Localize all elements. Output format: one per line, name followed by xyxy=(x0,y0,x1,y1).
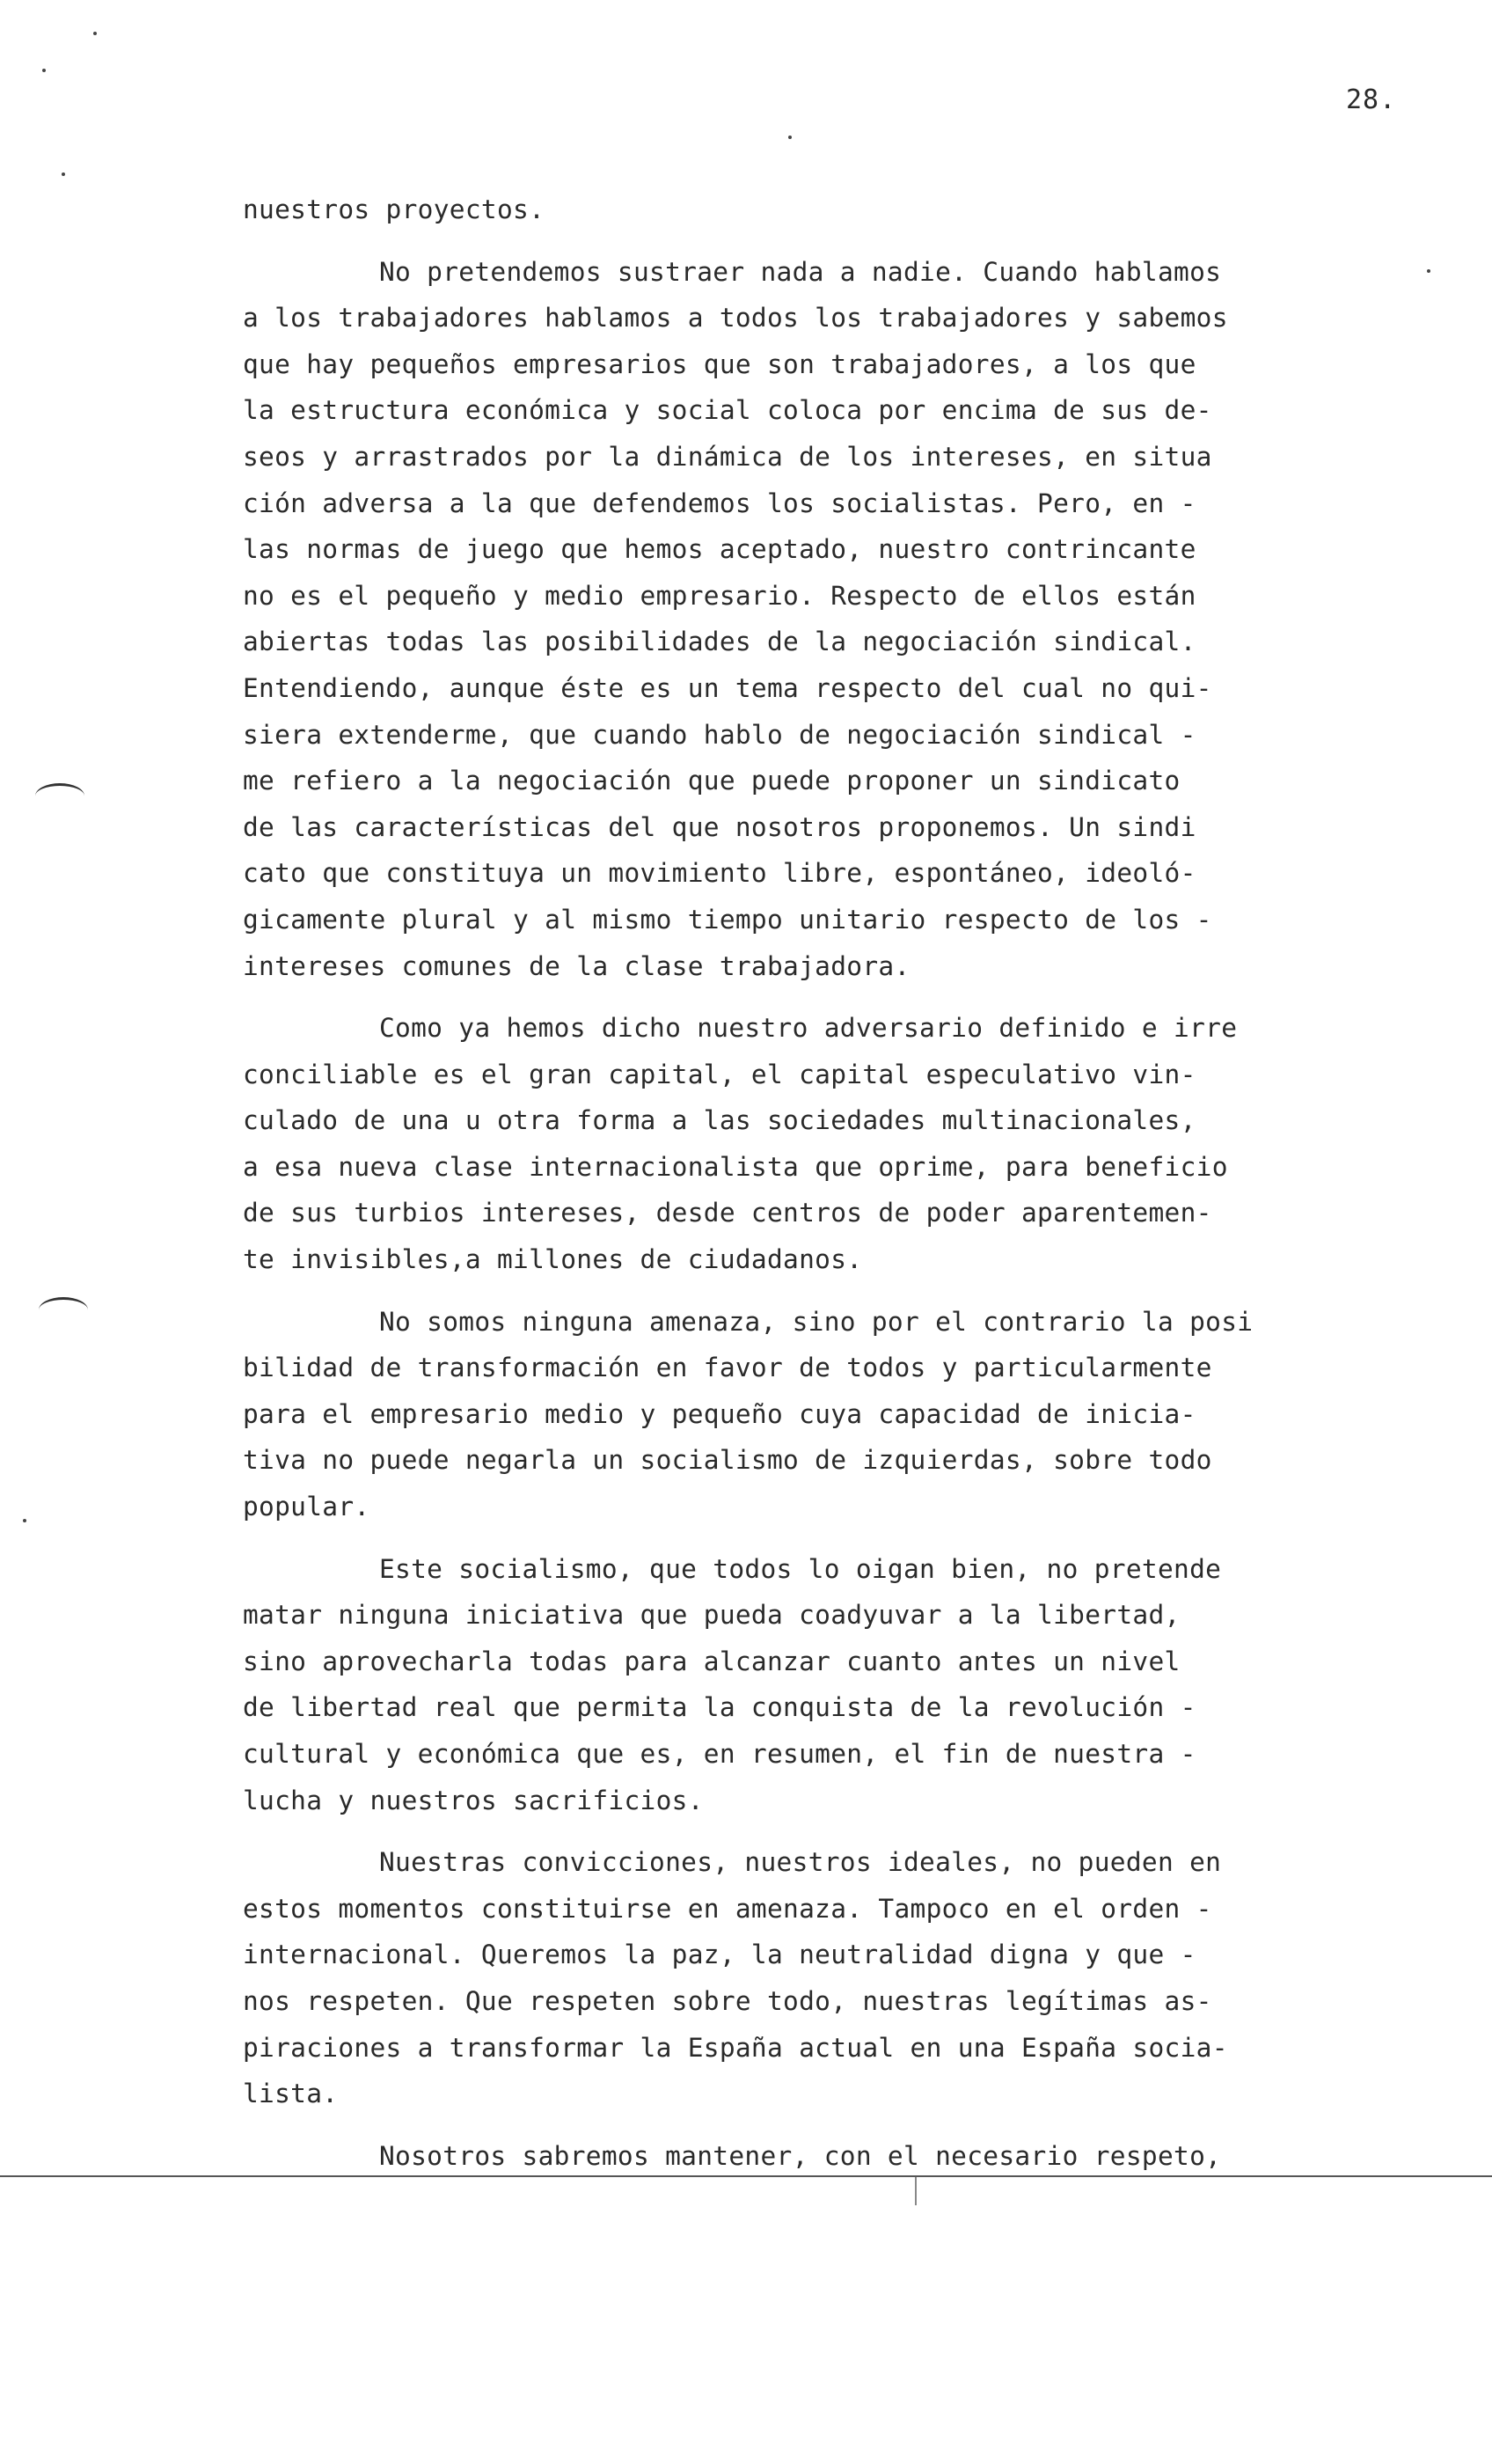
paragraph-gap xyxy=(243,233,1422,249)
text-line: No pretendemos sustraer nada a nadie. Cuando hablamos xyxy=(379,256,1222,287)
text-line: seos y arrastrados por la dinámica de los intereses, en situa xyxy=(243,441,1212,472)
text-line: bilidad de transformación en favor de todos y particularmente xyxy=(243,1353,1212,1383)
text-line: la estructura económica y social coloca por encima de sus de- xyxy=(243,395,1212,426)
document-body xyxy=(243,187,1422,2179)
text-line: Como ya hemos dicho nuestro adversario definido e irre xyxy=(379,1013,1238,1044)
paragraph xyxy=(243,1299,1422,1530)
paragraph xyxy=(243,187,1422,233)
text-line: cato que constituya un movimiento libre, espontáneo, ideoló- xyxy=(243,858,1196,889)
text-line: intereses comunes de la clase trabajadora. xyxy=(243,950,911,981)
text-line: a los trabajadores hablamos a todos los trabajadores y sabemos xyxy=(243,303,1228,334)
paragraph xyxy=(243,1005,1422,1283)
text-line: de las características del que nosotros proponemos. Un sindi xyxy=(243,811,1196,842)
text-line: internacional. Queremos la paz, la neutralidad digna y que - xyxy=(243,1940,1196,1970)
text-line: me refiero a la negociación que puede proponer un sindicato xyxy=(243,766,1181,796)
text-line: Nuestras convicciones, nuestros ideales, no pueden en xyxy=(379,1847,1222,1878)
binding-tick-mark xyxy=(915,2177,917,2205)
page-number: 28. xyxy=(1346,84,1397,115)
paragraph xyxy=(243,2133,1422,2180)
scan-speck xyxy=(42,69,46,72)
text-line: Nosotros sabremos mantener, con el necesario respeto, xyxy=(379,2140,1222,2171)
paragraph-gap xyxy=(243,2117,1422,2133)
scan-speck xyxy=(1427,269,1430,273)
text-line: sino aprovecharla todas para alcanzar cuanto antes un nivel xyxy=(243,1646,1181,1676)
text-line: a esa nueva clase internacionalista que oprime, para beneficio xyxy=(243,1151,1228,1182)
text-line: nos respeten. Que respeten sobre todo, nuestras legítimas as- xyxy=(243,1985,1212,2016)
text-line: No somos ninguna amenaza, sino por el contrario la posi xyxy=(379,1306,1254,1337)
text-line: las normas de juego que hemos aceptado, nuestro contrincante xyxy=(243,534,1196,565)
scan-speck xyxy=(93,32,97,35)
text-line: te invisibles,a millones de ciudadanos. xyxy=(243,1244,863,1275)
text-line: conciliable es el gran capital, el capital especulativo vin- xyxy=(243,1059,1196,1089)
punch-hole-mark xyxy=(35,783,84,809)
text-line: que hay pequeños empresarios que son trabajadores, a los que xyxy=(243,348,1196,379)
text-line: nuestros proyectos. xyxy=(243,194,545,224)
text-line: para el empresario medio y pequeño cuya capacidad de inicia- xyxy=(243,1398,1196,1429)
scan-speck xyxy=(788,136,792,139)
text-line: Entendiendo, aunque éste es un tema respecto del cual no qui- xyxy=(243,672,1212,703)
text-line: ción adversa a la que defendemos los socialistas. Pero, en - xyxy=(243,488,1196,518)
text-line: de libertad real que permita la conquista de la revolución - xyxy=(243,1692,1196,1723)
text-line: culado de una u otra forma a las sociedades multinacionales, xyxy=(243,1105,1196,1136)
text-line: lucha y nuestros sacrificios. xyxy=(243,1785,704,1815)
text-line: lista. xyxy=(243,2079,339,2109)
paragraph xyxy=(243,1546,1422,1824)
text-line: siera extenderme, que cuando hablo de negociación sindical - xyxy=(243,719,1196,750)
scan-speck xyxy=(23,1519,26,1522)
text-line: gicamente plural y al mismo tiempo unitario respecto de los - xyxy=(243,904,1212,935)
paragraph xyxy=(243,1839,1422,2117)
paragraph-gap xyxy=(243,1283,1422,1299)
paragraph-gap xyxy=(243,989,1422,1005)
text-line: cultural y económica que es, en resumen, el fin de nuestra - xyxy=(243,1739,1196,1769)
page-bottom-rule xyxy=(0,2175,1492,2177)
scan-speck xyxy=(62,172,65,176)
text-line: no es el pequeño y medio empresario. Respecto de ellos están xyxy=(243,580,1196,611)
paragraph-gap xyxy=(243,1823,1422,1839)
paragraph xyxy=(243,249,1422,990)
text-line: Este socialismo, que todos lo oigan bien, no pretende xyxy=(379,1553,1222,1584)
text-line: matar ninguna iniciativa que pueda coadyuvar a la libertad, xyxy=(243,1600,1181,1631)
text-line: piraciones a transformar la España actual en una España socia- xyxy=(243,2032,1228,2063)
paragraph-gap xyxy=(243,1530,1422,1546)
text-line: de sus turbios intereses, desde centros de poder aparentemen- xyxy=(243,1198,1212,1228)
punch-hole-mark xyxy=(39,1297,88,1323)
text-line: tiva no puede negarla un socialismo de izquierdas, sobre todo xyxy=(243,1445,1212,1476)
text-line: popular. xyxy=(243,1492,370,1522)
text-line: abiertas todas las posibilidades de la negociación sindical. xyxy=(243,627,1196,657)
text-line: estos momentos constituirse en amenaza. Tampoco en el orden - xyxy=(243,1893,1212,1924)
